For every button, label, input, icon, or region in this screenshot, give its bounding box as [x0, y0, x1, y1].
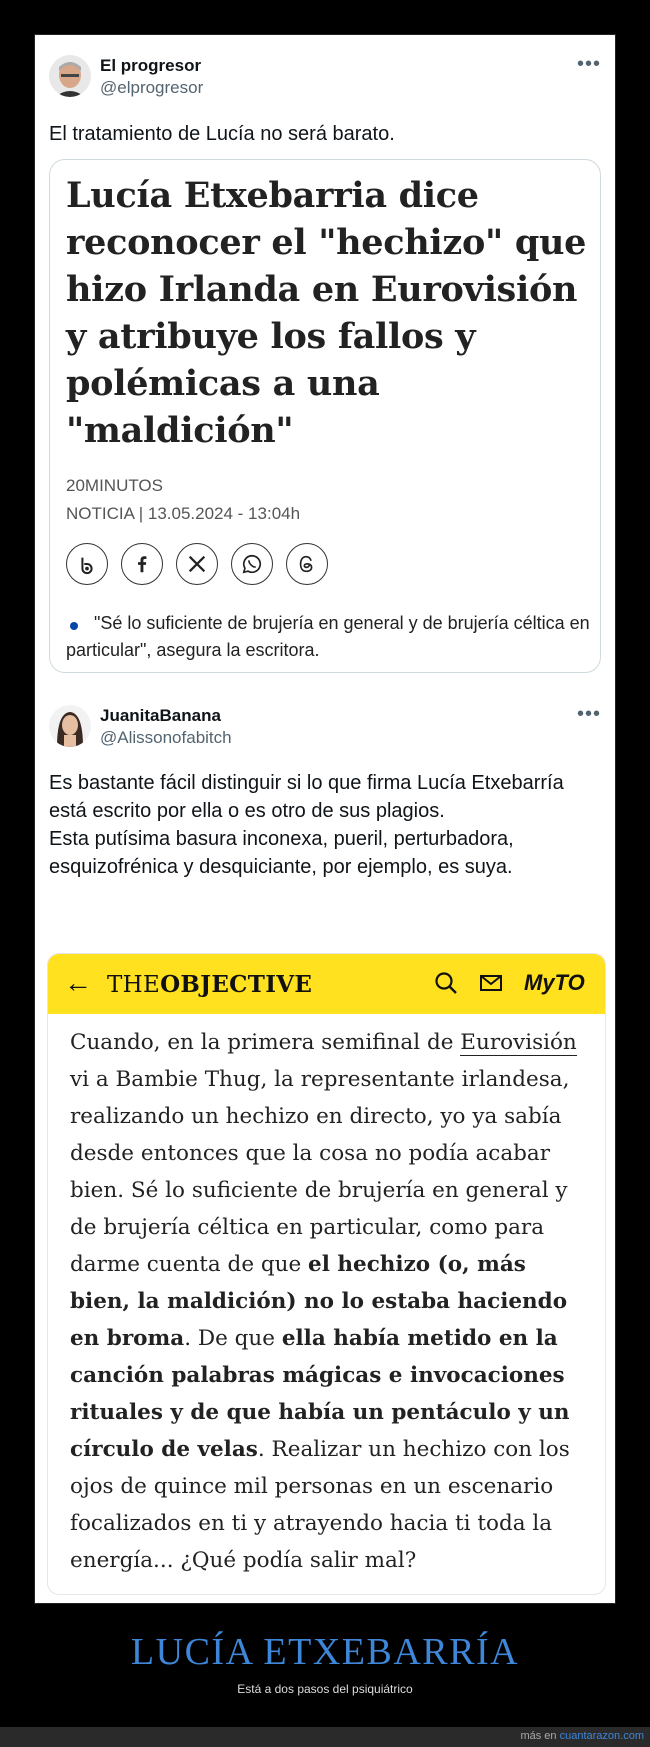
logo-bold: OBJECTIVE [160, 971, 313, 998]
news-summary: "Sé lo suficiente de brujería en general y de brujería céltica en particular", asegura la escritora. [66, 613, 590, 660]
back-arrow-icon[interactable]: ← [64, 967, 92, 998]
logo-light: THE [107, 972, 161, 998]
tweet1-text: El tratamiento de Lucía no será barato. [49, 123, 395, 145]
mail-icon[interactable] [478, 970, 504, 1001]
article-text-2: vi a Bambie Thug, la representante irlandesa, realizando un hechizo en directo, yo ya sabía desde entonces que la cosa no podía acabar bien. Sé lo suficiente de brujería en general y de brujería céltica en particular, como para darme cuenta de que [70, 1067, 570, 1277]
article-bold-1: el hechizo (o, más bien, la maldición) no lo estaba haciendo en broma [70, 1252, 568, 1351]
tweet2-header [49, 705, 601, 765]
facebook-share-icon[interactable] [121, 543, 163, 585]
site-link[interactable]: cuantarazon.com [559, 1730, 644, 1742]
eurovision-link[interactable]: Eurovisión [460, 1030, 577, 1055]
article-bold-2: ella había metido en la canción palabras mágicas e invocaciones rituales y de que había un pentáculo y un círculo de velas [70, 1326, 570, 1462]
site-footer-bar [0, 1727, 650, 1747]
news-card[interactable] [49, 159, 601, 673]
avatar[interactable] [49, 55, 91, 97]
tweet2-paragraph-2: Esta putísima basura inconexa, pueril, perturbadora, esquizofrénica y desquiciante, por ejemplo, es suya. [49, 828, 514, 878]
article-text-1: Cuando, en la primera semifinal de [70, 1030, 461, 1055]
tweet1-header [49, 55, 601, 115]
article-body [70, 1024, 590, 1579]
article-text-3: . De que [184, 1326, 282, 1351]
author-handle[interactable]: @elprogresor [100, 78, 204, 97]
article-topbar [48, 954, 605, 1014]
news-source: 20MINUTOS [66, 476, 163, 495]
meme-panel [34, 34, 616, 1604]
more-label: más en [520, 1730, 560, 1742]
article-text-4: . Realizar un hechizo con los ojos de quince mil personas en un escenario focalizados en ti y atrayendo hacia ti toda la energía... ¿Qué podía salir mal? [70, 1437, 570, 1573]
site-logo[interactable] [107, 971, 312, 998]
more-options-icon[interactable]: ••• [576, 703, 601, 725]
meme-title: LUCÍA ETXEBARRÍA [130, 1631, 520, 1673]
more-options-icon[interactable]: ••• [576, 53, 601, 75]
tweet2-paragraph-1: Es bastante fácil distinguir si lo que firma Lucía Etxebarría está escrito por ella o es otro de sus plagios. [49, 772, 564, 822]
author-name[interactable]: JuanitaBanana [100, 706, 221, 725]
news-meta: NOTICIA | 13.05.2024 - 13:04h [66, 504, 301, 523]
x-share-icon[interactable] [176, 543, 218, 585]
article-screenshot [47, 953, 606, 1595]
meme-subtitle: Está a dos pasos del psiquiátrico [237, 1682, 413, 1696]
author-handle[interactable]: @Alissonofabitch [100, 728, 232, 747]
avatar[interactable] [49, 705, 91, 747]
whatsapp-share-icon[interactable] [231, 543, 273, 585]
bluesky-share-icon[interactable] [66, 543, 108, 585]
site-footer-text [520, 1730, 644, 1742]
tweet2-text [49, 769, 599, 881]
news-headline: Lucía Etxebarria dice reconocer el "hechizo" que hizo Irlanda en Eurovisión y atribuye los fallos y polémicas a una "maldición" [66, 175, 587, 451]
threads-share-icon[interactable] [286, 543, 328, 585]
author-name[interactable]: El progresor [100, 56, 202, 75]
myto-link[interactable]: MyTO [524, 970, 585, 995]
search-icon[interactable] [433, 970, 459, 1001]
